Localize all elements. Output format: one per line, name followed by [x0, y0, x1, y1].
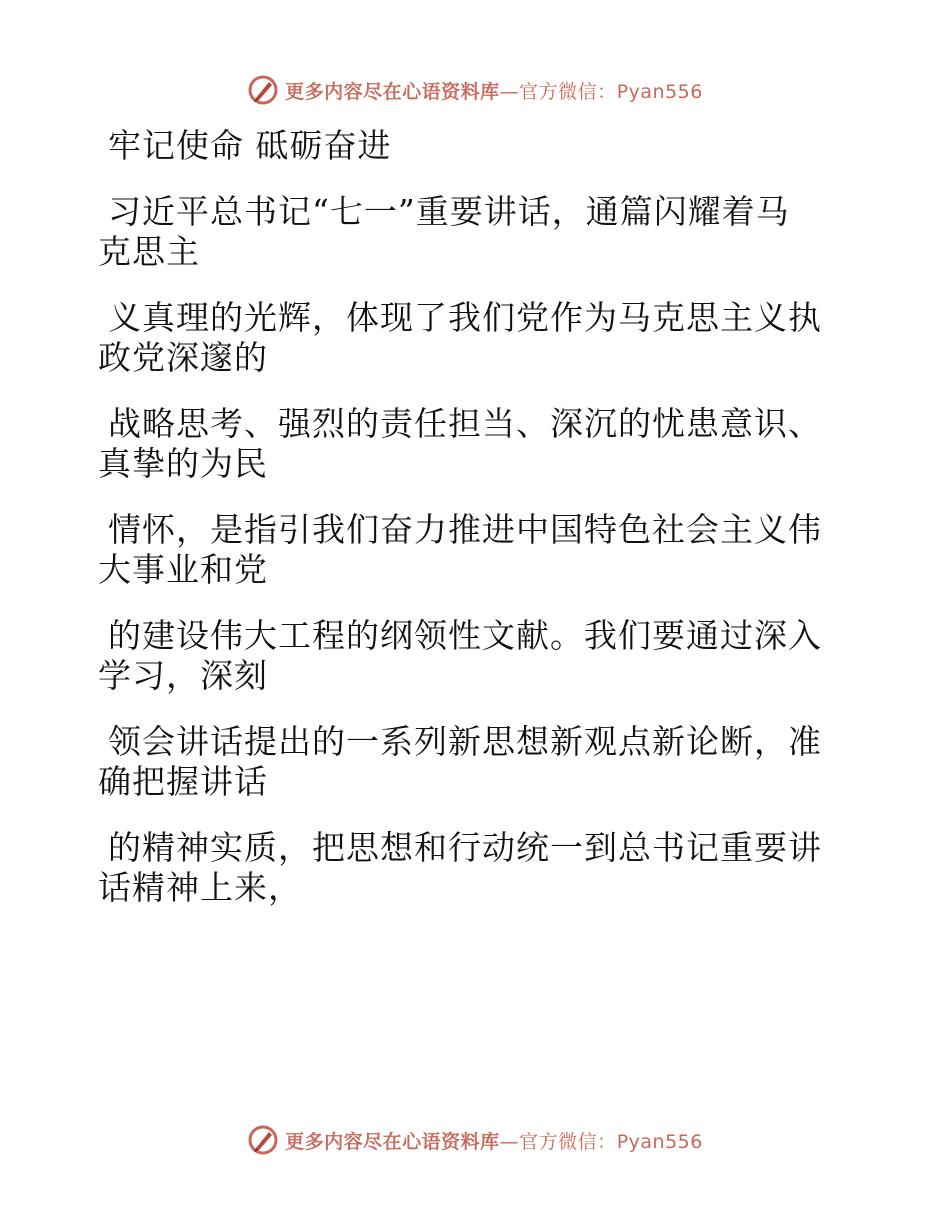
document-title: 牢记使命 砥砺奋进	[108, 126, 392, 165]
paragraph-line: 情怀，是指引我们奋力推进中国特色社会主义伟	[108, 510, 822, 549]
paragraph-line: 战略思考、强烈的责任担当、深沉的忧患意识、	[108, 404, 822, 443]
paragraph-line: 领会讲话提出的一系列新思想新观点新论断，准	[108, 722, 822, 761]
banner-main-text: 更多内容尽在心语资料库	[285, 80, 500, 103]
banner-separator: —	[499, 1130, 520, 1153]
banner-contact-text: 官方微信：	[519, 1130, 617, 1153]
pen-circle-icon	[247, 74, 279, 106]
paragraph-line: 义真理的光辉，体现了我们党作为马克思主义执	[108, 298, 822, 337]
paragraph-line: 大事业和党	[98, 550, 268, 589]
footer-banner	[0, 1120, 950, 1160]
banner-text	[285, 77, 703, 104]
header-banner	[0, 70, 950, 110]
banner-main-text: 更多内容尽在心语资料库	[285, 1130, 500, 1153]
paragraph-line: 习近平总书记“七一”重要讲话，通篇闪耀着马	[108, 192, 790, 231]
document-body	[98, 120, 858, 908]
paragraph-line: 学习，深刻	[98, 656, 268, 695]
paragraph-line: 的建设伟大工程的纲领性文献。我们要通过深入	[108, 616, 822, 655]
banner-contact-text: 官方微信：	[519, 80, 617, 103]
paragraph-line: 政党深邃的	[98, 338, 268, 377]
paragraph-line: 的精神实质，把思想和行动统一到总书记重要讲	[108, 828, 822, 867]
banner-handle: Pyan556	[616, 1130, 703, 1153]
pen-circle-icon	[247, 1124, 279, 1156]
banner-separator: —	[499, 80, 520, 103]
banner-handle: Pyan556	[616, 80, 703, 103]
paragraph-line: 确把握讲话	[98, 762, 268, 801]
paragraph-line: 真挚的为民	[98, 444, 268, 483]
paragraph-line: 克思主	[98, 232, 200, 271]
paragraph-line: 话精神上来，	[98, 868, 302, 907]
banner-text	[285, 1127, 703, 1154]
